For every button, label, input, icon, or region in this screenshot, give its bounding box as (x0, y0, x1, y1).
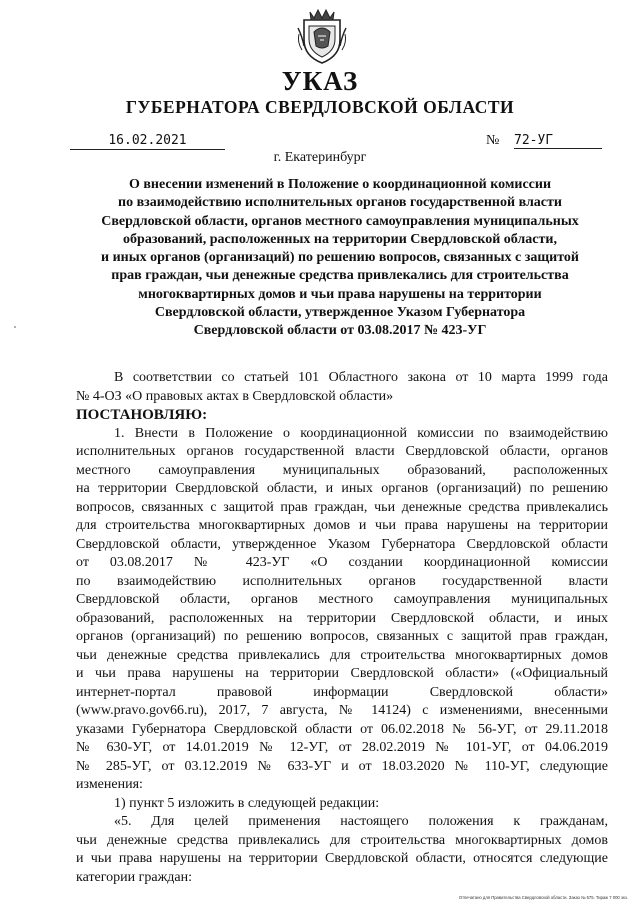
heading-line: О внесении изменений в Положение о координационной комиссии (128, 177, 552, 192)
issuer-title: ГУБЕРНАТОРА СВЕРДЛОВСКОЙ ОБЛАСТИ (125, 97, 515, 117)
paragraph-line: Свердловской области, утвержденное Указом Губернатора Свердловской области (76, 536, 608, 552)
heading-line: образований, расположенных на территории Свердловской области, (123, 231, 557, 247)
paragraph-line: Свердловской области, органов местного самоуправления муниципальных (76, 592, 608, 607)
decree-heading (70, 176, 610, 341)
preamble-line: № 4-ОЗ «О правовых актах в Свердловской области» (76, 388, 394, 404)
decree-body (76, 369, 608, 887)
paragraph-line: и чьи права нарушены на территории Свердловской области» («Официальный (76, 666, 608, 681)
number-sign: № (486, 133, 500, 148)
quote-line: и чьи права нарушены на территории Свердловской области, относятся следующие (76, 851, 608, 866)
paragraph-line: изменения: (76, 777, 143, 792)
paragraph-line: по взаимодействию исполнительных органов государственной власти (76, 573, 608, 589)
paragraph-line: для строительства многоквартирных домов и чьи права нарушены на территории (76, 518, 608, 533)
document-type-title: УКАЗ (281, 66, 359, 96)
paragraph-line: № 285-УГ, от 03.12.2019 № 633-УГ и от 18.03.2020 № 110-УГ, следующие (76, 758, 608, 774)
paragraph-line: интернет-портал правовой информации Свердловской области» (76, 684, 608, 700)
paragraph-line: вопросов, связанных с защитой прав граждан, чьи денежные средства привлекались (76, 499, 608, 515)
paragraph-line: органов (организаций) по решению вопросов, связанных с защитой прав граждан, (76, 629, 608, 644)
heading-line: и иных органов (организаций) по решению вопросов, связанных с защитой (101, 250, 579, 266)
paragraph-line: на территории Свердловской области, и иных органов (организаций) по решению (76, 481, 608, 496)
quote-line: категории граждан: (76, 869, 192, 885)
paragraph-line: указами Губернатора Свердловской области от 06.02.2018 № 56-УГ, от 29.11.2018 (76, 721, 608, 737)
preamble-line: В соответствии со статьей 101 Областного закона от 10 марта 1999 года (114, 370, 608, 385)
sverdlovsk-coat-of-arms-icon (296, 6, 348, 66)
paragraph-line: местного самоуправления муниципальных образований, расположенных (76, 462, 608, 478)
quote-line: «5. Для целей применения настоящего положения к гражданам, (114, 814, 608, 829)
print-footer: Отпечатано для Правительства Свердловской области. Заказ № 575. Тираж 7 000 экз. (458, 895, 628, 900)
item-line: 1) пункт 5 изложить в следующей редакции: (114, 795, 380, 811)
heading-line: Свердловской области, утвержденное Указом Губернатора (154, 305, 526, 321)
heading-line: прав граждан, чьи денежные средства привлекались для строительства (111, 268, 569, 284)
paragraph-line: № 630-УГ, от 14.01.2019 № 12-УГ, от 28.02.2019 № 101-УГ, от 04.06.2019 (76, 740, 608, 755)
heading-line: многоквартирных домов и чьи права нарушены на территории (138, 286, 542, 302)
scan-speck (14, 326, 16, 328)
decree-number: 72-УГ (514, 133, 602, 149)
paragraph-line: чьи денежные средства привлекались для строительства многоквартирных домов (76, 647, 608, 663)
decree-word: ПОСТАНОВЛЯЮ: (76, 407, 208, 423)
heading-line: Свердловской области, органов местного самоуправления муниципальных (101, 213, 579, 229)
city-line: г. Екатеринбург (273, 150, 367, 165)
paragraph-line: исполнительных органов государственной власти Свердловской области, органов (76, 444, 608, 459)
paragraph-line: от 03.08.2017 № 423-УГ «О создании координационной комиссии (76, 555, 608, 570)
heading-line: Свердловской области от 03.08.2017 № 423-УГ (193, 323, 487, 339)
decree-number-field (486, 133, 606, 149)
paragraph-line: образований, расположенных на территории Свердловской области, и иных (76, 610, 608, 626)
heading-line: по взаимодействию исполнительных органов государственной власти (118, 195, 562, 211)
quote-line: чьи денежные средства привлекались для строительства многоквартирных домов (76, 832, 608, 848)
decree-date: 16.02.2021 (70, 133, 225, 150)
paragraph-line: 1. Внести в Положение о координационной комиссии по взаимодействию (114, 425, 608, 441)
paragraph-line: (www.pravo.gov66.ru), 2017, 7 августа, № 14124) с изменениями, внесенными (76, 703, 608, 718)
